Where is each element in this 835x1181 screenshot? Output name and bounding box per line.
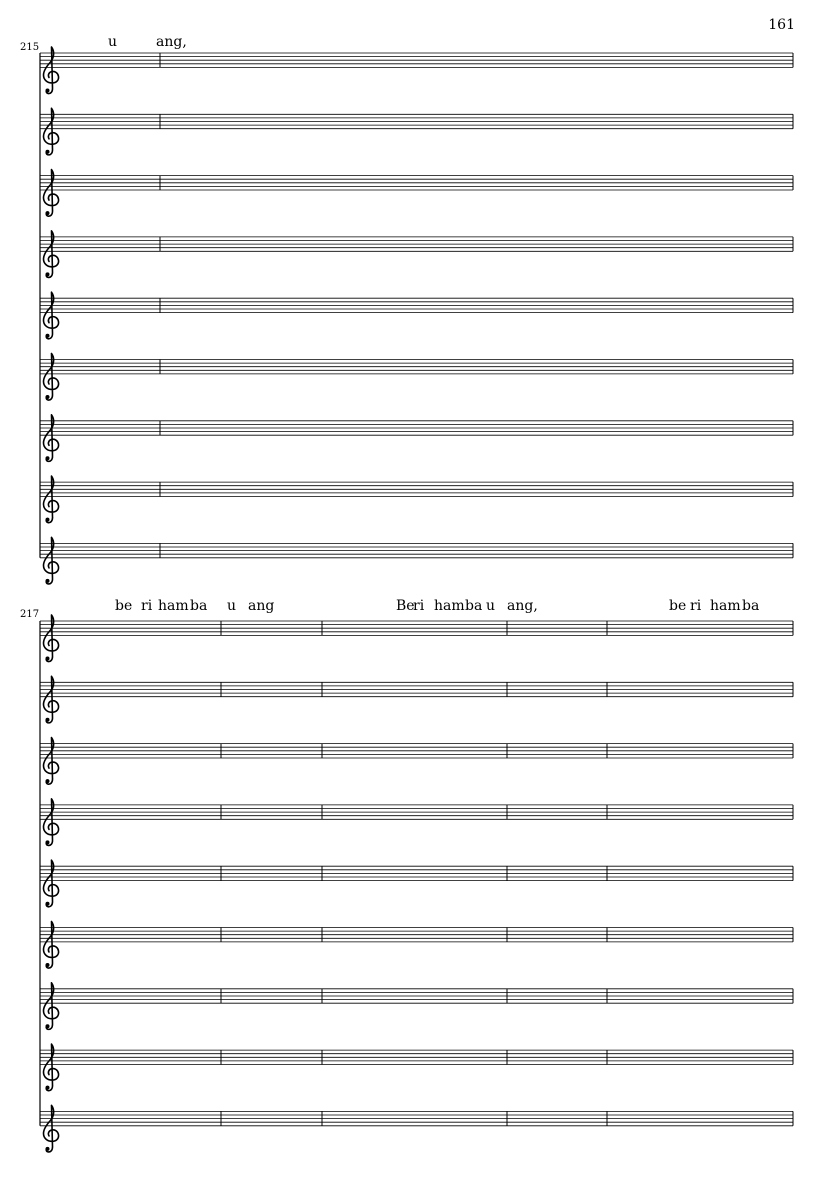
treble-clef-icon	[44, 983, 59, 1030]
treble-clef-icon	[44, 108, 59, 155]
staff	[40, 537, 793, 584]
treble-clef-icon	[44, 476, 59, 523]
lyric-syllable: ham	[434, 598, 465, 614]
staff	[40, 354, 793, 401]
staff	[40, 476, 793, 523]
treble-clef-icon	[44, 415, 59, 462]
staff	[40, 860, 793, 907]
treble-clef-icon	[44, 799, 59, 846]
treble-clef-icon	[44, 47, 59, 94]
lyric-syllable: be	[115, 598, 133, 614]
lyric-syllable: u	[227, 598, 237, 614]
treble-clef-icon	[44, 615, 59, 662]
lyric-syllable: ang,	[156, 34, 187, 50]
staff	[40, 108, 793, 155]
lyric-syllable: ri	[690, 598, 702, 614]
treble-clef-icon	[44, 537, 59, 584]
staff	[40, 415, 793, 462]
staff	[40, 170, 793, 217]
lyric-syllable: ang	[248, 598, 275, 614]
staff	[40, 799, 793, 846]
staff	[40, 292, 793, 339]
lyric-syllable: ba	[742, 598, 760, 614]
system-2	[20, 598, 793, 1152]
staff	[40, 231, 793, 278]
staff	[40, 1105, 793, 1152]
treble-clef-icon	[44, 231, 59, 278]
lyric-syllable: ba	[190, 598, 208, 614]
treble-clef-icon	[44, 354, 59, 401]
staff	[40, 676, 793, 723]
treble-clef-icon	[44, 1044, 59, 1091]
treble-clef-icon	[44, 1105, 59, 1152]
lyric-syllable: ri	[141, 598, 153, 614]
lyric-syllable: ba	[465, 598, 483, 614]
staff	[40, 615, 793, 662]
treble-clef-icon	[44, 170, 59, 217]
page-number: 161	[768, 17, 795, 33]
treble-clef-icon	[44, 292, 59, 339]
staff	[40, 47, 793, 94]
treble-clef-icon	[44, 676, 59, 723]
staff	[40, 922, 793, 969]
lyric-syllable: be	[669, 598, 687, 614]
staff	[40, 738, 793, 785]
treble-clef-icon	[44, 922, 59, 969]
lyric-syllable: u	[486, 598, 496, 614]
measure-number: 217	[20, 609, 40, 620]
lyric-syllable: ham	[710, 598, 741, 614]
lyric-syllable: ang,	[507, 598, 538, 614]
lyric-syllable: Be	[396, 598, 415, 614]
lyric-syllable: ham	[158, 598, 189, 614]
lyric-syllable: ri	[413, 598, 425, 614]
measure-number: 215	[20, 42, 40, 53]
system-1	[20, 34, 793, 584]
lyric-syllable: u	[108, 34, 118, 50]
treble-clef-icon	[44, 738, 59, 785]
treble-clef-icon	[44, 860, 59, 907]
staff	[40, 983, 793, 1030]
staff	[40, 1044, 793, 1091]
